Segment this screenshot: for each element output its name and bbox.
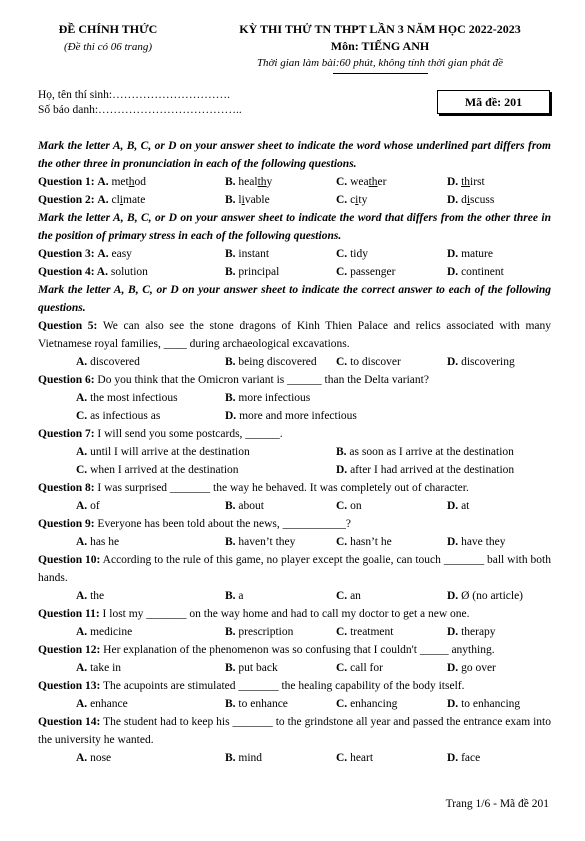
q6-option-a: A. the most infectious (76, 392, 178, 404)
time-note: Thời gian làm bài:60 phút, không tính thời gian phát đề (256, 57, 504, 69)
exam-content (38, 137, 551, 767)
q13-option-a: A. enhance (76, 698, 128, 710)
q12-option-b: B. put back (225, 662, 278, 674)
q4-option-c: C. passenger (336, 266, 396, 278)
question-6-options-row2 (38, 407, 551, 425)
page-footer: Trang 1/6 - Mã đề 201 (445, 798, 549, 810)
stress-instruction: Mark the letter A, B, C, or D on your answer sheet to indicate the word that differs from the other three in the position of primary stress in each of the following questions. (38, 212, 551, 242)
q11-option-d: D. therapy (447, 626, 496, 638)
question-8-stem: Question 8: I was surprised _______ the way he behaved. It was completely out of character. (38, 482, 469, 494)
q4-option-b: B. principal (225, 266, 280, 278)
q1-option-d: D. thirst (447, 176, 485, 188)
q6-option-d: D. more and more infectious (225, 410, 357, 422)
q13-option-d: D. to enhancing (447, 698, 521, 710)
q6-option-b: B. more infectious (225, 392, 311, 404)
question-12-options (38, 659, 551, 677)
question-7-options-row1 (38, 443, 551, 461)
question-10-stem: Question 10: According to the rule of this game, no player except the goalie, can touch _______ ball with both hands. (38, 554, 551, 584)
question-11-options (38, 623, 551, 641)
q4-option-a: Question 4: A. solution (38, 266, 148, 278)
q10-option-d: D. Ø (no article) (447, 590, 524, 602)
correct-answer-instruction: Mark the letter A, B, C, or D on your answer sheet to indicate the correct answer to each of the following questions. (38, 284, 551, 314)
q13-option-b: B. to enhance (225, 698, 288, 710)
q11-option-c: C. treatment (336, 626, 394, 638)
question-12-stem: Question 12: Her explanation of the phenomenon was so confusing that I couldn't _____ anything. (38, 644, 495, 656)
q3-option-b: B. instant (225, 248, 270, 260)
candidate-info (38, 88, 242, 118)
page-count-note: (Đề thi có 06 trang) (64, 41, 152, 53)
q1-option-c: C. weather (336, 176, 387, 188)
q5-option-b: B. being discovered (225, 356, 317, 368)
q2-option-d: D. discuss (447, 194, 495, 206)
q4-option-d: D. continent (447, 266, 504, 278)
q10-option-a: A. the (76, 590, 105, 602)
question-13-options (38, 695, 551, 713)
q5-option-c: C. to discover (336, 356, 401, 368)
question-14-options (38, 749, 551, 767)
q10-option-b: B. a (225, 590, 244, 602)
exam-code-box: Mã đề: 201 (437, 90, 550, 114)
q14-option-b: B. mind (225, 752, 263, 764)
question-5-stem: Question 5: We can also see the stone dragons of Kinh Thien Palace and relics associated with many Vietnamese royal families, ____ during archaeological excavations. (38, 320, 551, 350)
question-6-options-row1 (38, 389, 551, 407)
q10-option-c: C. an (336, 590, 361, 602)
q7-option-a: A. until I will arrive at the destination (76, 446, 250, 458)
q14-option-a: A. nose (76, 752, 112, 764)
q9-option-b: B. haven’t they (225, 536, 296, 548)
q12-option-d: D. go over (447, 662, 496, 674)
q11-option-a: A. medicine (76, 626, 133, 638)
q2-option-a: Question 2: A. climate (38, 194, 146, 206)
q7-option-c: C. when I arrived at the destination (76, 464, 239, 476)
q8-option-c: C. on (336, 500, 362, 512)
q7-option-d: D. after I had arrived at the destination (336, 464, 515, 476)
question-9-options (38, 533, 551, 551)
question-14-stem: Question 14: The student had to keep his _______ to the grindstone all year and passed the entrance exam into the university he wanted. (38, 716, 552, 746)
pronunciation-instruction: Mark the letter A, B, C, or D on your answer sheet to indicate the word whose underlined part differs from the other three in pronunciation in each of the following questions. (38, 140, 551, 170)
question-11-stem: Question 11: I lost my _______ on the way home and had to call my doctor to get a new one. (38, 608, 470, 620)
q14-option-c: C. heart (336, 752, 374, 764)
q13-option-c: C. enhancing (336, 698, 398, 710)
q14-option-d: D. face (447, 752, 481, 764)
question-4 (38, 263, 551, 281)
candidate-id-field: Số báo danh:……………………………….. (38, 104, 242, 116)
q8-option-b: B. about (225, 500, 264, 512)
official-header (38, 22, 178, 53)
question-6-stem: Question 6: Do you think that the Omicron variant is ______ than the Delta variant? (38, 374, 429, 386)
q1-option-a: Question 1: A. method (38, 176, 146, 188)
q8-option-a: A. of (76, 500, 100, 512)
q1-option-b: B. healthy (225, 176, 273, 188)
question-7-stem: Question 7: I will send you some postcards, ______. (38, 428, 283, 440)
exam-title: KỲ THI THỬ TN THPT LẦN 3 NĂM HỌC 2022-2023 (239, 22, 521, 36)
question-3 (38, 245, 551, 263)
candidate-name-field: Họ, tên thí sinh:…………………………. (38, 89, 230, 101)
question-10-options (38, 587, 551, 605)
q7-option-b: B. as soon as I arrive at the destination (336, 446, 514, 458)
q8-option-d: D. at (447, 500, 470, 512)
exam-header (210, 22, 550, 74)
q2-option-b: B. livable (225, 194, 270, 206)
q3-option-a: Question 3: A. easy (38, 248, 132, 260)
question-13-stem: Question 13: The acupoints are stimulated _______ the healing capability of the body itself. (38, 680, 465, 692)
question-9-stem: Question 9: Everyone has been told about the news, ___________? (38, 518, 352, 530)
q2-option-c: C. city (336, 194, 368, 206)
q12-option-a: A. take in (76, 662, 122, 674)
q12-option-c: C. call for (336, 662, 383, 674)
q9-option-d: D. have they (447, 536, 506, 548)
question-5-options (38, 353, 551, 371)
q5-option-d: D. discovering (447, 356, 515, 368)
q3-option-c: C. tidy (336, 248, 368, 260)
q11-option-b: B. prescription (225, 626, 294, 638)
subject-title: Môn: TIẾNG ANH (330, 39, 430, 53)
q5-option-a: A. discovered (76, 356, 140, 368)
q9-option-c: C. hasn’t he (336, 536, 392, 548)
question-2 (38, 191, 551, 209)
q9-option-a: A. has he (76, 536, 120, 548)
question-1 (38, 173, 551, 191)
question-7-options-row2 (38, 461, 551, 479)
q3-option-d: D. mature (447, 248, 493, 260)
official-label: ĐỀ CHÍNH THỨC (58, 22, 158, 36)
question-8-options (38, 497, 551, 515)
header-divider (333, 73, 428, 74)
q6-option-c: C. as infectious as (76, 410, 161, 422)
